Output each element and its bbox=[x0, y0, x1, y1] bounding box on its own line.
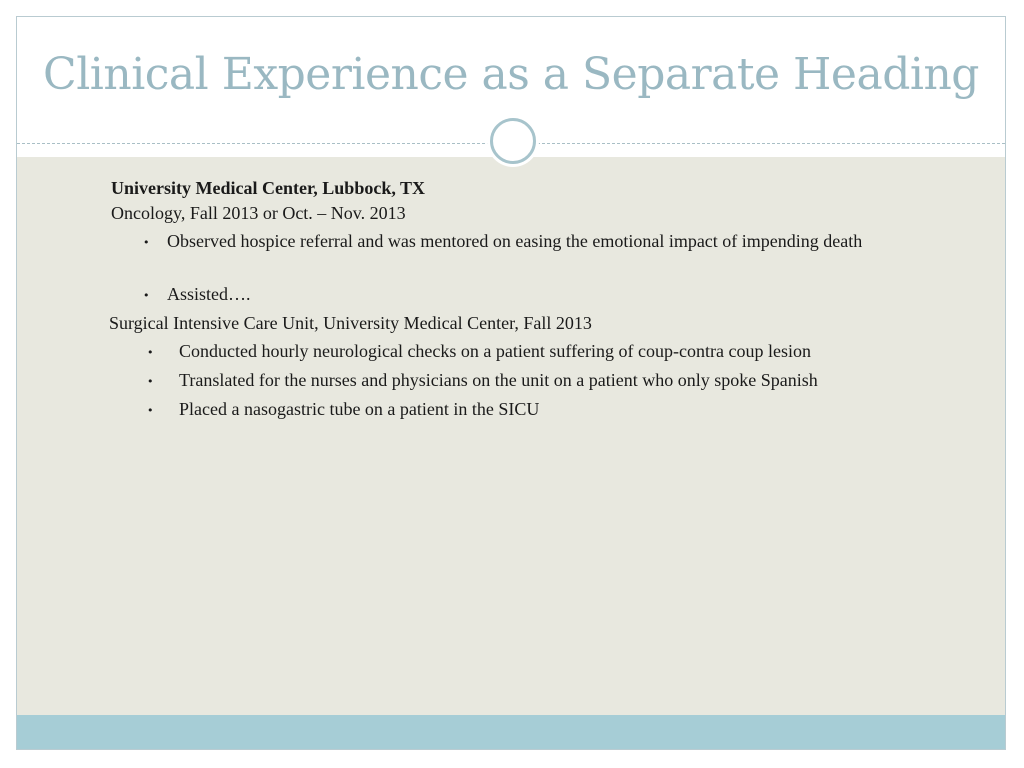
slide-title: Clinical Experience as a Separate Heading bbox=[43, 49, 979, 100]
list-item: Observed hospice referral and was mentored on easing the emotional impact of impending death bbox=[167, 231, 863, 251]
bullet-icon: • bbox=[147, 375, 154, 388]
entry-heading: University Medical Center, Lubbock, TX bbox=[111, 178, 426, 198]
ornament-ring bbox=[490, 118, 536, 164]
footer-band bbox=[17, 715, 1005, 750]
entry-heading: Surgical Intensive Care Unit, University Medical Center, Fall 2013 bbox=[109, 313, 592, 333]
slide bbox=[16, 16, 1006, 750]
list-item: Placed a nasogastric tube on a patient in the SICU bbox=[179, 399, 540, 419]
entry-subheading: Oncology, Fall 2013 or Oct. – Nov. 2013 bbox=[111, 203, 406, 223]
list-item: Translated for the nurses and physicians on the unit on a patient who only spoke Spanish bbox=[179, 370, 818, 390]
bullet-icon: • bbox=[143, 236, 150, 249]
bullet-icon: • bbox=[147, 404, 154, 417]
bullet-icon: • bbox=[143, 289, 150, 302]
list-item: Assisted…. bbox=[167, 284, 251, 304]
bullet-icon: • bbox=[147, 346, 154, 359]
list-item: Conducted hourly neurological checks on a patient suffering of coup-contra coup lesion bbox=[179, 341, 811, 361]
circle-ornament-icon bbox=[487, 115, 539, 167]
